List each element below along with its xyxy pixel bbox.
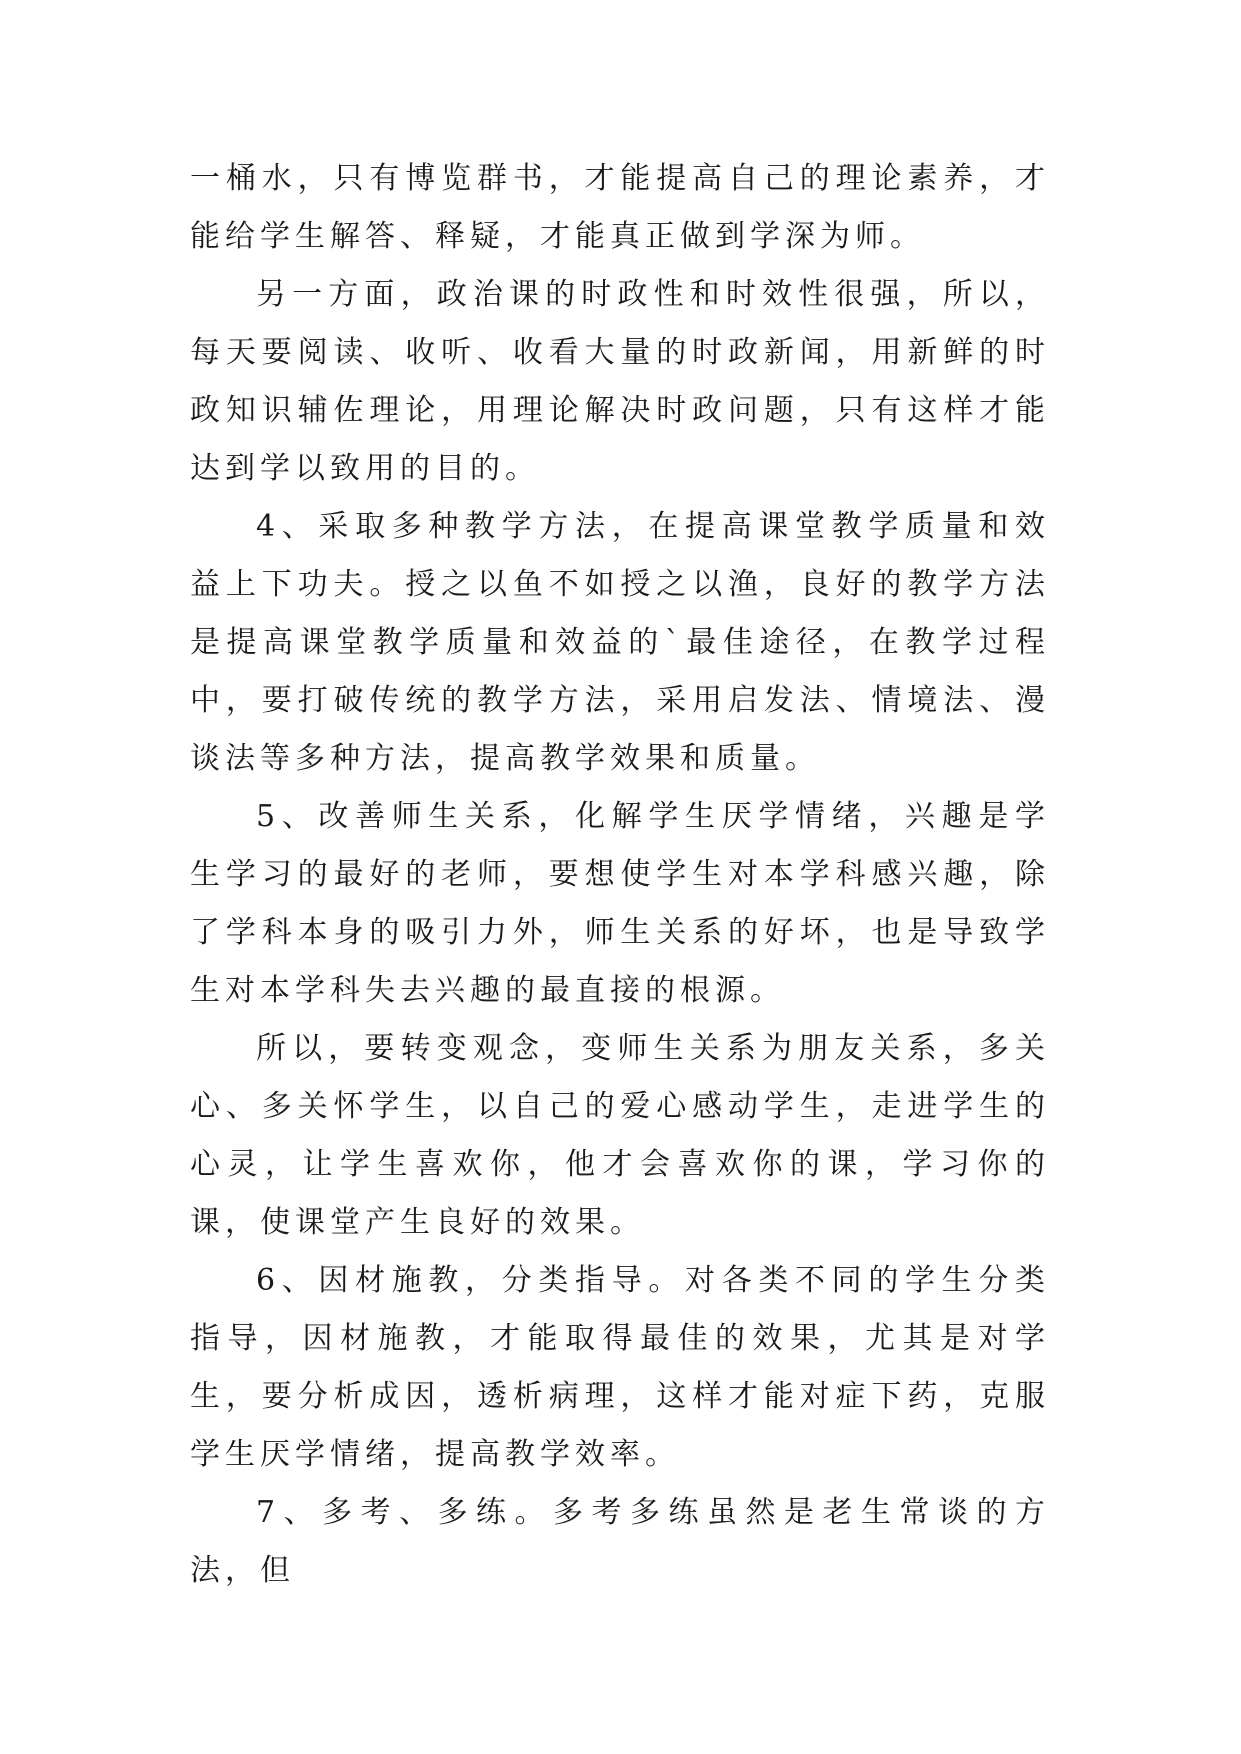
paragraph-1: 一桶水，只有博览群书，才能提高自己的理论素养，才能给学生解答、释疑，才能真正做到学深为师。 <box>190 161 1050 254</box>
paragraph-2: 另一方面，政治课的时政性和时效性很强，所以，每天要阅读、收听、收看大量的时政新闻，用新鲜的时政知识辅佐理论，用理论解决时政问题，只有这样才能达到学以致用的目的。 <box>190 277 1050 486</box>
paragraph-3: 4、采取多种教学方法，在提高课堂教学质量和效益上下功夫。授之以鱼不如授之以渔，良好的教学方法是提高课堂教学质量和效益的`最佳途径，在教学过程中，要打破传统的教学方法，采用启发法、情境法、漫谈法等多种方法，提高教学效果和质量。 <box>190 509 1050 776</box>
paragraph-7: 7、多考、多练。多考多练虽然是老生常谈的方法，但 <box>190 1495 1050 1588</box>
document-body <box>190 150 1050 1600</box>
paragraph-5: 所以，要转变观念，变师生关系为朋友关系，多关心、多关怀学生，以自己的爱心感动学生，走进学生的心灵，让学生喜欢你，他才会喜欢你的课，学习你的课，使课堂产生良好的效果。 <box>190 1031 1050 1240</box>
paragraph-6: 6、因材施教，分类指导。对各类不同的学生分类指导，因材施教，才能取得最佳的效果，尤其是对学生，要分析成因，透析病理，这样才能对症下药，克服学生厌学情绪，提高教学效率。 <box>190 1263 1050 1472</box>
paragraph-4: 5、改善师生关系，化解学生厌学情绪，兴趣是学生学习的最好的老师，要想使学生对本学科感兴趣，除了学科本身的吸引力外，师生关系的好坏，也是导致学生对本学科失去兴趣的最直接的根源。 <box>190 799 1050 1008</box>
